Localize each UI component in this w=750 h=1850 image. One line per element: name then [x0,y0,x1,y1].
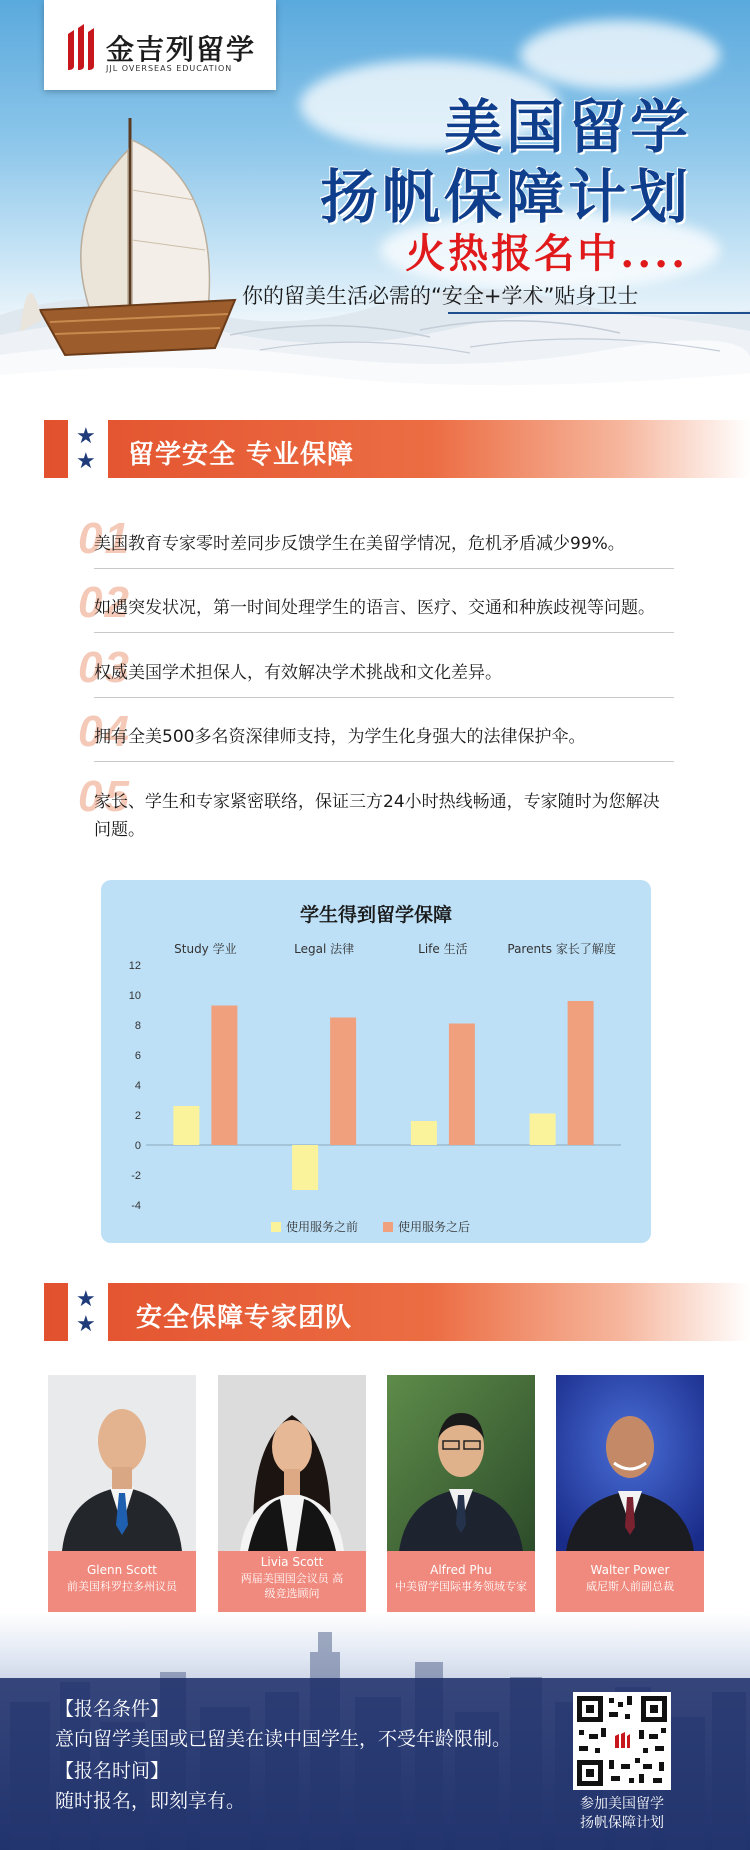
time-label: 【报名时间】 [55,1760,170,1782]
logo[interactable] [44,0,276,90]
member-photo [218,1375,366,1551]
time-text: 随时报名，即刻享有。 [55,1790,246,1812]
item-text: 权威美国学术担保人，有效解决学术挑战和文化差异。 [94,663,502,683]
qr-caption-line1: 参加美国留学 [580,1796,664,1812]
member-caption [387,1551,535,1612]
qr-code[interactable] [573,1692,671,1790]
divider [94,632,674,633]
member-name: Walter Power [590,1563,670,1577]
condition-text: 意向留学美国或已留美在读中国学生，不受年龄限制。 [55,1728,512,1750]
category-label: Study 学业 [174,942,237,956]
bar-before [173,1106,199,1145]
hero-banner [0,0,750,405]
item-number: 04 [78,707,131,756]
bar-chart [101,880,651,1243]
divider [94,761,674,762]
category-label: Legal 法律 [294,942,355,956]
item-text: 拥有全美500多名资深律师支持，为学生化身强大的法律保护伞。 [94,727,586,747]
star-icon: ★ [76,449,96,474]
list-item [78,707,674,756]
divider [94,697,674,698]
qr-caption-line2: 扬帆保障计划 [580,1815,664,1831]
star-icon: ★ [76,424,96,449]
bar-after [211,1006,237,1146]
condition-label: 【报名条件】 [55,1698,170,1720]
star-box [68,420,108,478]
hero-title-line1: 美国留学 [443,93,692,161]
hero-subtitle-underline [448,312,750,314]
list-item [78,578,674,627]
list-item [78,772,674,844]
qr-caption [560,1795,684,1833]
item-text: 家长、学生和专家紧密联络，保证三方24小时热线畅通，专家随时为您解决问题。 [94,792,660,840]
member-name: Alfred Phu [430,1563,492,1577]
team-member-card[interactable] [48,1375,196,1612]
member-photo [48,1375,196,1551]
jjl-logo-icon [64,22,98,72]
hero-title-line2: 扬帆保障计划 [319,163,692,231]
hero-subtitle: 你的留美生活必需的“安全+学术”贴身卫士 [242,284,639,308]
legend-label: 使用服务之后 [398,1220,471,1234]
item-number: 03 [78,643,131,692]
item-number: 01 [78,514,131,563]
section1-title: 留学安全 专业保障 [128,440,355,470]
chart-title: 学生得到留学保障 [299,904,452,926]
y-tick-label: 10 [128,990,141,1002]
y-tick-label: 4 [134,1080,141,1092]
item-text: 如遇突发状况，第一时间处理学生的语言、医疗、交通和种族歧视等问题。 [94,598,655,618]
bar-after [449,1024,475,1146]
star-icon: ★ [76,1312,96,1337]
legend-swatch [383,1222,393,1232]
hero-title-line3: 火热报名中.... [405,230,688,277]
bar-after [568,1001,594,1145]
member-caption [48,1551,196,1612]
member-role: 威尼斯人前副总裁 [586,1580,674,1593]
item-number: 05 [78,772,131,821]
category-label: Parents 家长了解度 [507,942,616,956]
member-caption [218,1551,366,1612]
section2-title: 安全保障专家团队 [136,1303,353,1333]
star-icon: ★ [76,1287,96,1312]
team-member-card[interactable] [218,1375,366,1612]
section2-banner [44,1283,750,1341]
bar-after [330,1018,356,1146]
y-tick-label: 8 [134,1020,141,1032]
member-photo [387,1375,535,1551]
bar-before [530,1114,556,1146]
logo-name-cn: 金吉列留学 [106,33,257,66]
legend-swatch [271,1222,281,1232]
y-tick-label: 12 [128,960,141,972]
y-tick-label: 0 [134,1140,141,1152]
chart-card [101,880,651,1243]
bar-before [292,1145,318,1190]
item-number: 02 [78,578,131,627]
member-photo [556,1375,704,1551]
item-text: 美国教育专家零时差同步反馈学生在美留学情况，危机矛盾减少99%。 [94,534,625,554]
divider [94,568,674,569]
bar-before [411,1121,437,1145]
member-role: 中美留学国际事务领域专家 [395,1580,527,1593]
team-member-card[interactable] [556,1375,704,1612]
section1-banner [44,420,750,478]
list-item [78,643,674,692]
member-name: Livia Scott [260,1555,324,1569]
member-role: 前美国科罗拉多州议员 [67,1580,177,1593]
y-tick-label: -2 [131,1170,141,1182]
logo-name-en: JJL OVERSEAS EDUCATION [106,64,233,73]
y-tick-label: -4 [131,1200,141,1212]
member-caption [556,1551,704,1612]
sailing-ship-illustration [20,110,250,370]
star-box [68,1283,108,1341]
member-name: Glenn Scott [86,1563,157,1577]
category-label: Life 生活 [418,942,468,956]
team-member-card[interactable] [387,1375,535,1612]
member-role: 两届美国国会议员 高级竞选顾问 [240,1572,344,1600]
y-tick-label: 2 [134,1110,141,1122]
y-tick-label: 6 [134,1050,141,1062]
list-item [78,514,674,563]
legend-label: 使用服务之前 [286,1220,359,1234]
